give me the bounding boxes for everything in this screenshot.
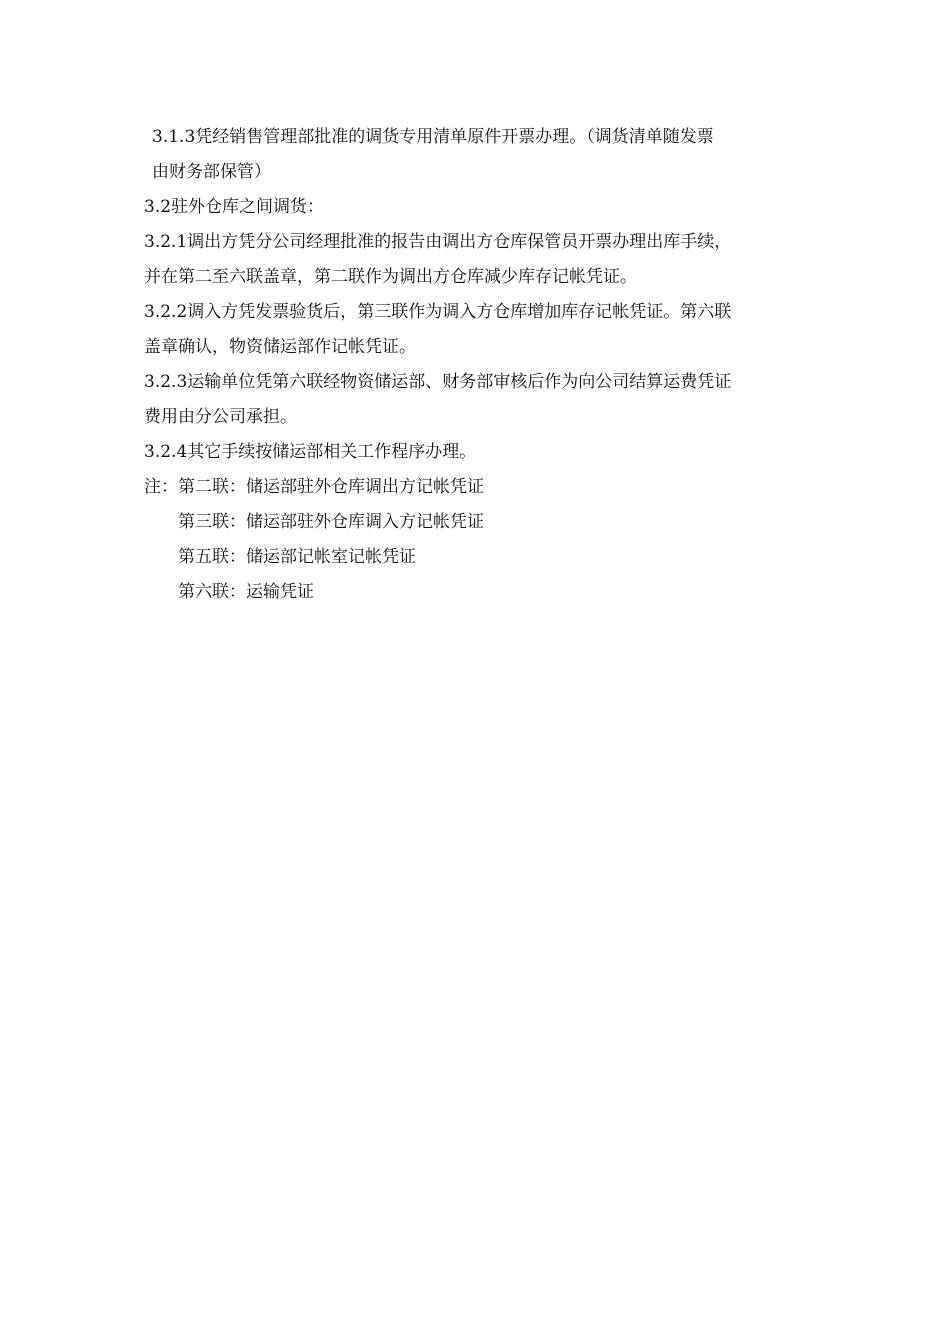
paragraph-3-1-3-continued: 由财务部保管） [152, 162, 271, 182]
paragraph-3-2-1-continued: 并在第二至六联盖章，第二联作为调出方仓库减少库存记帐凭证。 [144, 267, 637, 287]
paragraph-3-2-4: 3.2.4其它手续按储运部相关工作程序办理。 [144, 442, 477, 462]
note-line-1: 注：第二联：储运部驻外仓库调出方记帐凭证 [144, 477, 484, 497]
heading-3-2: 3.2驻外仓库之间调货： [144, 197, 325, 217]
paragraph-3-1-3: 3.1.3凭经销售管理部批准的调货专用清单原件开票办理。（调货清单随发票 [152, 127, 714, 147]
paragraph-3-2-1: 3.2.1调出方凭分公司经理批准的报告由调出方仓库保管员开票办理出库手续， [144, 232, 732, 252]
paragraph-3-2-2: 3.2.2调入方凭发票验货后，第三联作为调入方仓库增加库存记帐凭证。第六联 [144, 302, 732, 322]
document-body [144, 120, 824, 610]
note-line-2: 第三联：储运部驻外仓库调入方记帐凭证 [178, 512, 484, 532]
note-line-3: 第五联：储运部记帐室记帐凭证 [178, 547, 416, 567]
paragraph-3-2-3-continued: 费用由分公司承担。 [144, 407, 297, 427]
paragraph-3-2-3: 3.2.3运输单位凭第六联经物资储运部、财务部审核后作为向公司结算运费凭证 [144, 372, 732, 392]
paragraph-3-2-2-continued: 盖章确认，物资储运部作记帐凭证。 [144, 337, 416, 357]
note-line-4: 第六联：运输凭证 [178, 582, 314, 602]
